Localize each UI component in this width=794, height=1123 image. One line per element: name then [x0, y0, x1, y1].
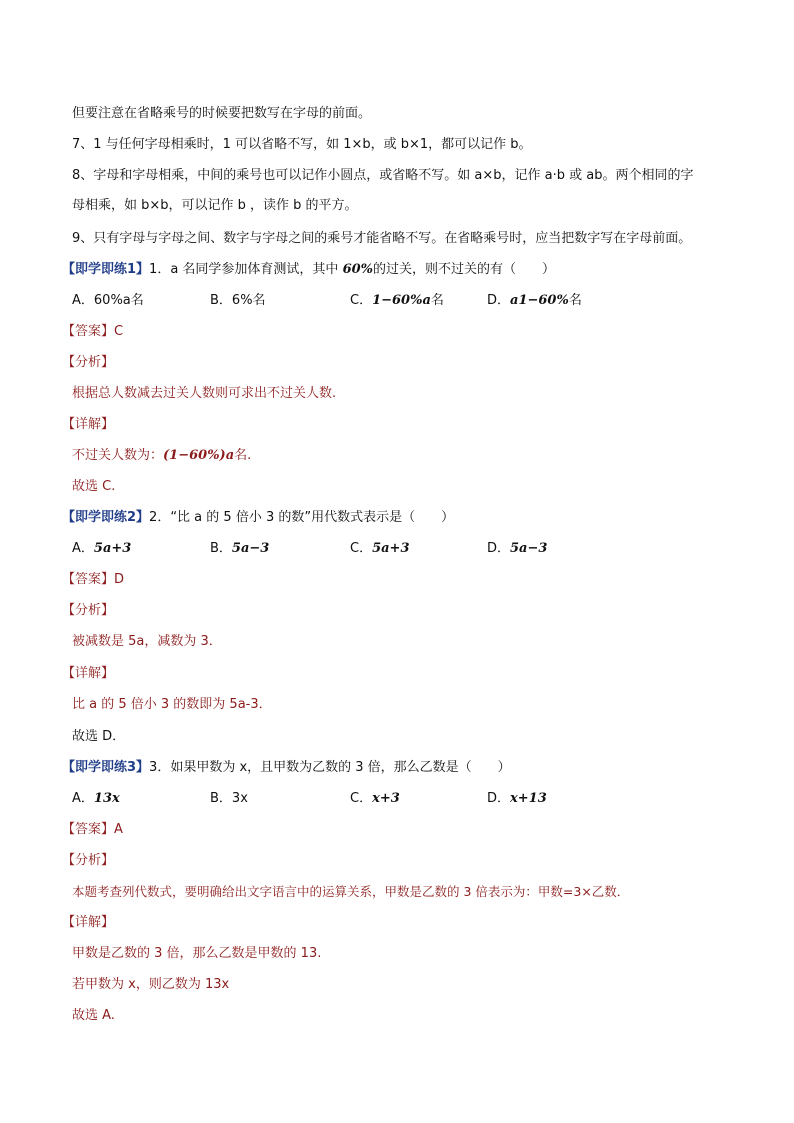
option-d: D．x+13 [487, 791, 547, 806]
analysis-3-text: 本题考查列代数式，要明确给出文字语言中的运算关系，甲数是乙数的 3 倍表示为：甲数=3×乙数． [72, 884, 630, 899]
analysis-1-tag: 【分析】 [62, 355, 115, 370]
choose-3: 故选 A. [72, 1008, 115, 1023]
option-c: C．5a+3 [350, 541, 410, 556]
rule-line-9: 9、只有字母与字母之间、数字与字母之间的乘号才能省略不写。在省略乘号时，应当把数字写在字母前面。 [72, 231, 692, 246]
rule-line-8a: 8、字母和字母相乘，中间的乘号也可以记作小圆点，或省略不写。如 a×b，记作 a·b 或 ab。两个相同的字 [72, 168, 694, 183]
answer-1: 【答案】C [62, 324, 124, 339]
question-1-label: 【即学即练1】 [62, 262, 150, 277]
detail-2-tag: 【详解】 [62, 666, 115, 681]
detail-3-line-1: 甲数是乙数的 3 倍，那么乙数是甲数的 13. [72, 946, 322, 961]
answer-3: 【答案】A [62, 822, 123, 837]
question-2-label: 【即学即练2】 [62, 510, 150, 525]
option-b: B．3x [210, 791, 248, 806]
detail-1-tag: 【详解】 [62, 417, 115, 432]
rule-line-0: 但要注意在省略乘号的时候要把数写在字母的前面。 [72, 106, 372, 121]
answer-2: 【答案】D [62, 572, 125, 587]
option-d: D．a1−60%名 [487, 293, 582, 308]
option-a: A．5a+3 [72, 541, 132, 556]
question-3-stem: 【即学即练3】3．如果甲数为 x，且甲数为乙数的 3 倍，那么乙数是（ ） [62, 760, 511, 775]
choose-1: 故选 C. [72, 479, 116, 494]
question-1-stem: 【即学即练1】1．a 名同学参加体育测试，其中 60%的过关，则不过关的有（ ） [62, 262, 556, 277]
option-a: A．13x [72, 791, 120, 806]
detail-1-text: 不过关人数为：(1−60%)a名. [72, 448, 252, 463]
analysis-1-text: 根据总人数减去过关人数则可求出不过关人数. [72, 386, 337, 401]
rule-line-8b: 母相乘，如 b×b，可以记作 b ，读作 b 的平方。 [72, 198, 358, 213]
analysis-2-tag: 【分析】 [62, 603, 115, 618]
rule-line-7: 7、1 与任何字母相乘时，1 可以省略不写，如 1×b，或 b×1，都可以记作 b。 [72, 137, 532, 152]
option-c: C．1−60%a名 [350, 293, 444, 308]
option-a: A．60%a名 [72, 293, 144, 308]
detail-3-line-2: 若甲数为 x，则乙数为 13x [72, 977, 230, 992]
option-b: B．5a−3 [210, 541, 270, 556]
option-b: B．6%名 [210, 293, 266, 308]
detail-2-text: 比 a 的 5 倍小 3 的数即为 5a-3． [72, 697, 272, 712]
analysis-2-text: 被减数是 5a，减数为 3． [72, 634, 222, 649]
option-c: C．x+3 [350, 791, 400, 806]
question-3-label: 【即学即练3】 [62, 760, 150, 775]
option-d: D．5a−3 [487, 541, 548, 556]
choose-2: 故选 D． [72, 729, 126, 744]
question-2-stem: 【即学即练2】2．“比 a 的 5 倍小 3 的数”用代数式表示是（ ） [62, 510, 455, 525]
detail-3-tag: 【详解】 [62, 915, 115, 930]
analysis-3-tag: 【分析】 [62, 853, 115, 868]
